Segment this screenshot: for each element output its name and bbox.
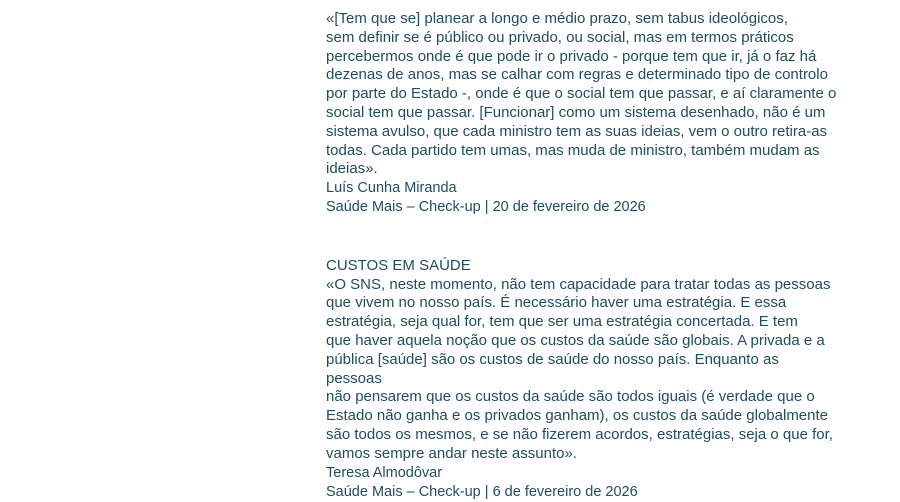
quote-line: ideias». bbox=[326, 160, 378, 178]
quote-line: Estado não ganha e os privados ganham), os custos da saúde globalmente bbox=[326, 407, 829, 425]
quote-line: «[Tem que se] planear a longo e médio prazo, sem tabus ideológicos, bbox=[326, 10, 788, 27]
quote-line: estratégia, seja qual for, tem que ser uma estratégia concertada. E tem bbox=[326, 313, 798, 331]
quote-line: que haver aquela noção que os custos da saúde são globais. A privada e a bbox=[326, 332, 825, 350]
quote-line: pública [saúde] são os custos de saúde do nosso país. Enquanto as pessoas bbox=[326, 350, 779, 387]
quote-block bbox=[326, 257, 838, 501]
section-heading: CUSTOS EM SAÚDE bbox=[326, 257, 471, 275]
quote-text bbox=[326, 276, 838, 464]
quote-source: Saúde Mais – Check-up | 6 de fevereiro de 2026 bbox=[326, 483, 638, 500]
quote-line: não pensarem que os custos da saúde são todos iguais (é verdade que o bbox=[326, 388, 815, 406]
quote-block bbox=[326, 10, 838, 217]
quote-line: percebermos onde é que pode ir o privado - porque tem que ir, já o faz há bbox=[326, 47, 817, 65]
quote-line: que vivem no nosso país. É necessário haver uma estratégia. E essa bbox=[326, 294, 787, 312]
quote-author: Luís Cunha Miranda bbox=[326, 180, 457, 197]
quote-line: são todos os mesmos, e se não fizerem acordos, estratégias, seja o que for, bbox=[326, 426, 833, 444]
quote-line: dezenas de anos, mas se calhar com regras e determinado tipo de controlo bbox=[326, 66, 828, 84]
quote-source: Saúde Mais – Check-up | 20 de fevereiro de 2026 bbox=[326, 199, 646, 216]
quote-line: por parte do Estado -, onde é que o social tem que passar, e aí claramente o bbox=[326, 85, 837, 103]
quote-line: sem definir se é público ou privado, ou social, mas em termos práticos bbox=[326, 28, 794, 46]
quote-text bbox=[326, 10, 838, 179]
quote-line: sistema avulso, que cada ministro tem as suas ideias, vem o outro retira-as bbox=[326, 122, 828, 140]
quote-line: social tem que passar. [Funcionar] como um sistema desenhado, não é um bbox=[326, 103, 826, 121]
quote-line: vamos sempre andar neste assunto». bbox=[326, 444, 577, 462]
article-column bbox=[326, 10, 838, 502]
quote-line: «O SNS, neste momento, não tem capacidade para tratar todas as pessoas bbox=[326, 275, 831, 293]
quote-author: Teresa Almodôvar bbox=[326, 464, 443, 481]
quote-line: todas. Cada partido tem umas, mas muda de ministro, também mudam as bbox=[326, 141, 820, 159]
